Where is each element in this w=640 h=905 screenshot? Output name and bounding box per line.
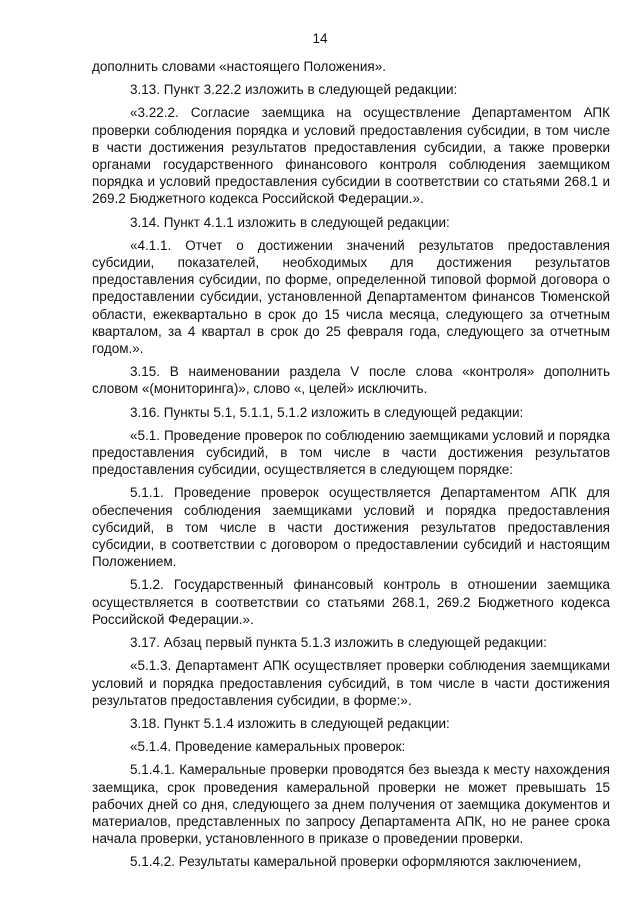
paragraph: «3.22.2. Согласие заемщика на осуществление Департаментом АПК проверки соблюдения порядка и условий предоставления субсидии, в том числе в части достижения результатов предоставления субсидии, а также проверки органами государственного финансового контроля соблюдения заемщиком порядка и условий предоставления субсидии в соответствии со статьями 268.1 и 269.2 Бюджетного кодекса Российской Федерации.». — [92, 105, 610, 207]
paragraph: «5.1. Проведение проверок по соблюдению заемщиками условий и порядка предоставления субсидий, в том числе в части достижения результатов предоставления субсидии, осуществляется в следующем порядке: — [92, 427, 610, 478]
paragraph: 3.17. Абзац первый пункта 5.1.3 изложить в следующей редакции: — [130, 635, 547, 651]
page-number: 14 — [312, 31, 328, 46]
paragraph: 5.1.4.2. Результаты камеральной проверки оформляются заключением, — [130, 854, 582, 870]
paragraph: 3.13. Пункт 3.22.2 изложить в следующей редакции: — [130, 82, 458, 98]
paragraph: «5.1.3. Департамент АПК осуществляет проверки соблюдения заемщиками условий и порядка предоставления субсидий, в том числе в части достижения результатов предоставления субсидии, в форме:». — [92, 658, 610, 708]
paragraph: 3.15. В наименовании раздела V после слова «контроля» дополнить словом «(мониторинга)», слово «, целей» исключить. — [92, 364, 610, 397]
paragraph: «4.1.1. Отчет о достижении значений результатов предоставления субсидии, показателей, необходимых для достижения результатов предоставления субсидии, по форме, определенной типовой формой договора о предоставлении субсидии, установленной Департаментом финансов Тюменской области, ежеквартально в срок до 15 числа месяца, следующего за отчетным кварталом, за 4 квартал в срок до 25 февраля года, следующего за отчетным годом.». — [92, 237, 610, 357]
paragraph: 3.18. Пункт 5.1.4 изложить в следующей редакции: — [130, 715, 450, 731]
paragraph: 3.14. Пункт 4.1.1 изложить в следующей редакции: — [130, 214, 450, 230]
paragraph: 3.16. Пункты 5.1, 5.1.1, 5.1.2 изложить в следующей редакции: — [130, 404, 524, 420]
paragraph: 5.1.1. Проведение проверок осуществляется Департаментом АПК для обеспечения соблюдения заемщиками условий и порядка предоставления субсидий, в том числе в части достижения результатов предоставления субсидии, в соответствии с договором о предоставлении субсидий и настоящим Положением. — [92, 485, 610, 570]
paragraph: 5.1.4.1. Камеральные проверки проводятся без выезда к месту нахождения заемщика, срок проведения камеральной проверки не может превышать 15 рабочих дней со дня, следующего за днем получения от заемщика документов и материалов, представленных по запросу Департамента АПК, но не ранее срока начала проверки, установленного в приказе о проведении проверки. — [92, 762, 610, 847]
paragraph: 5.1.2. Государственный финансовый контроль в отношении заемщика осуществляется в соответствии со статьями 268.1, 269.2 Бюджетного кодекса Российской Федерации.». — [92, 577, 610, 627]
paragraph: дополнить словами «настоящего Положения». — [92, 59, 386, 74]
document-body — [92, 58, 610, 871]
paragraph: «5.1.4. Проведение камеральных проверок: — [130, 739, 406, 755]
